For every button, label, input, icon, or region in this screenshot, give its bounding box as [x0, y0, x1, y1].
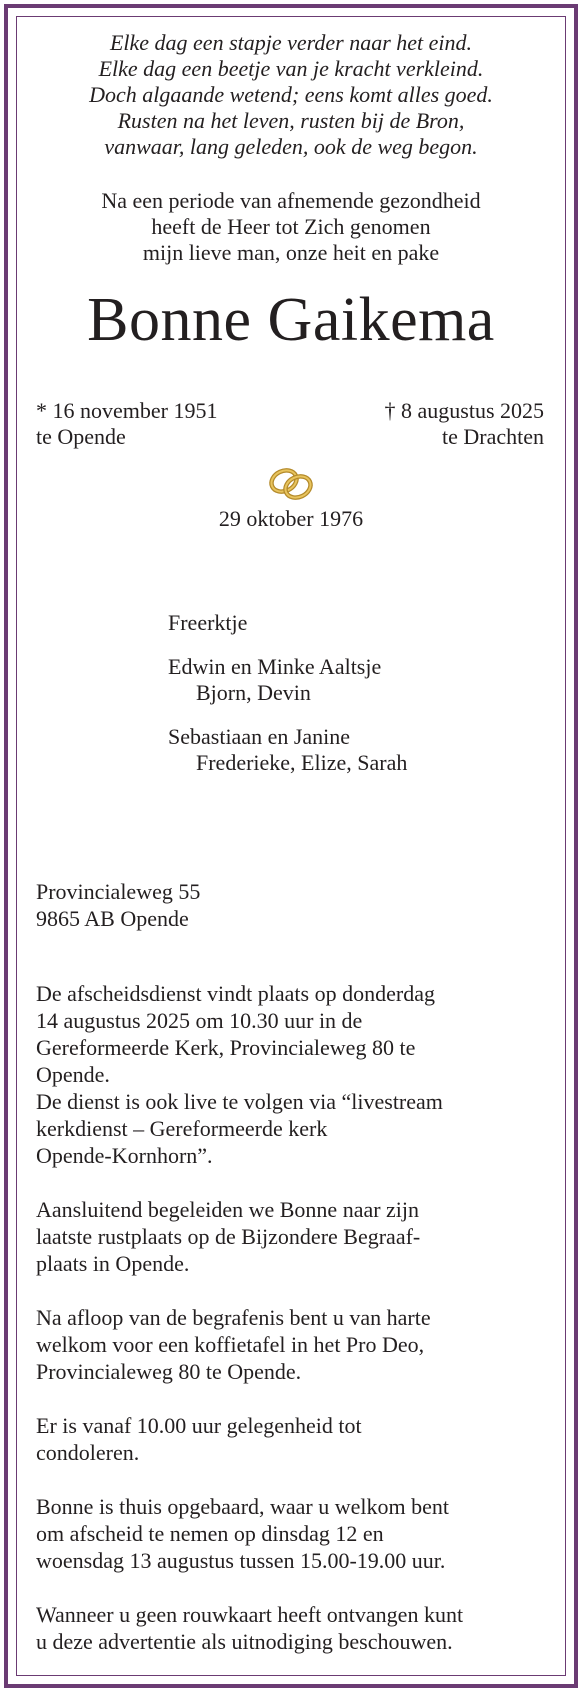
grandchildren: Bjorn, Devin: [196, 680, 311, 705]
birth-place: te Opende: [36, 424, 126, 449]
wedding-rings-icon: [265, 464, 317, 504]
text-line: Aansluitend begeleiden we Bonne naar zijn: [36, 1197, 420, 1222]
text-line: laatste rustplaats op de Bijzondere Begraaf-: [36, 1224, 421, 1249]
text-line: Opende.: [36, 1062, 110, 1087]
family-group: [168, 654, 407, 706]
death-date: † 8 augustus 2025: [384, 398, 544, 423]
family-member: Sebastiaan en Janine: [168, 724, 351, 749]
text-line: Er is vanaf 10.00 uur gelegenheid tot: [36, 1413, 362, 1438]
paragraph-invitation: [36, 1601, 556, 1655]
family-member: Freerktje: [168, 610, 248, 635]
address-line: Provincialeweg 55: [36, 879, 201, 904]
marriage-date: 29 oktober 1976: [218, 506, 364, 531]
address-line: 9865 AB Opende: [36, 906, 189, 931]
poem-line: Rusten na het leven, rusten bij de Bron,: [117, 108, 465, 133]
paragraph-service: [36, 980, 556, 1169]
text-line: Gereformeerde Kerk, Provincialeweg 80 te: [36, 1035, 416, 1060]
home-address: [36, 878, 200, 932]
paragraph-burial: [36, 1196, 556, 1277]
poem-line: Elke dag een stapje verder naar het eind.: [109, 30, 473, 55]
intro-line: mijn lieve man, onze heit en pake: [142, 240, 440, 265]
text-line: Provincialeweg 80 te Opende.: [36, 1359, 302, 1384]
text-line: u deze advertentie als uitnodiging beschouwen.: [36, 1629, 453, 1654]
text-line: De dienst is ook live te volgen via “livestream: [36, 1089, 443, 1114]
family-group: [168, 724, 407, 776]
paragraph-coffee: [36, 1304, 556, 1385]
text-line: condoleren.: [36, 1440, 140, 1465]
text-line: Wanneer u geen rouwkaart heeft ontvangen kunt: [36, 1602, 464, 1627]
family-group: [168, 610, 407, 636]
death-info: [385, 398, 545, 450]
deceased-name: Bonne Gaikema: [87, 286, 495, 354]
grandchildren: Frederieke, Elize, Sarah: [196, 750, 408, 775]
intro-line: heeft de Heer tot Zich genomen: [151, 214, 431, 239]
poem-line: Doch algaande wetend; eens komt alles goed.: [89, 82, 493, 107]
poem-line: vanwaar, lang geleden, ook de weg begon.: [104, 134, 478, 159]
poem-line: Elke dag een beetje van je kracht verkleind.: [98, 56, 484, 81]
family-list: [168, 610, 407, 794]
text-line: welkom voor een koffietafel in het Pro Deo,: [36, 1332, 425, 1357]
text-line: woensdag 13 augustus tussen 15.00-19.00 uur.: [36, 1548, 446, 1573]
family-member: Edwin en Minke Aaltsje: [168, 654, 382, 679]
text-line: plaats in Opende.: [36, 1251, 190, 1276]
text-line: kerkdienst – Gereformeerde kerk: [36, 1116, 328, 1141]
text-line: om afscheid te nemen op dinsdag 12 en: [36, 1521, 384, 1546]
text-line: Opende-Kornhorn”.: [36, 1143, 213, 1168]
birth-date: * 16 november 1951: [36, 398, 218, 423]
poem: [0, 30, 582, 160]
intro-line: Na een periode van afnemende gezondheid: [101, 188, 481, 213]
intro-text: [0, 188, 582, 266]
death-place: te Drachten: [442, 424, 544, 449]
paragraph-condolence: [36, 1412, 556, 1466]
text-line: Bonne is thuis opgebaard, waar u welkom bent: [36, 1494, 450, 1519]
service-details: [36, 980, 556, 1682]
paragraph-viewing: [36, 1493, 556, 1574]
text-line: Na afloop van de begrafenis bent u van harte: [36, 1305, 431, 1330]
text-line: 14 augustus 2025 om 10.30 uur in de: [36, 1008, 363, 1033]
text-line: De afscheidsdienst vindt plaats op donderdag: [36, 981, 435, 1006]
birth-info: [36, 398, 217, 450]
